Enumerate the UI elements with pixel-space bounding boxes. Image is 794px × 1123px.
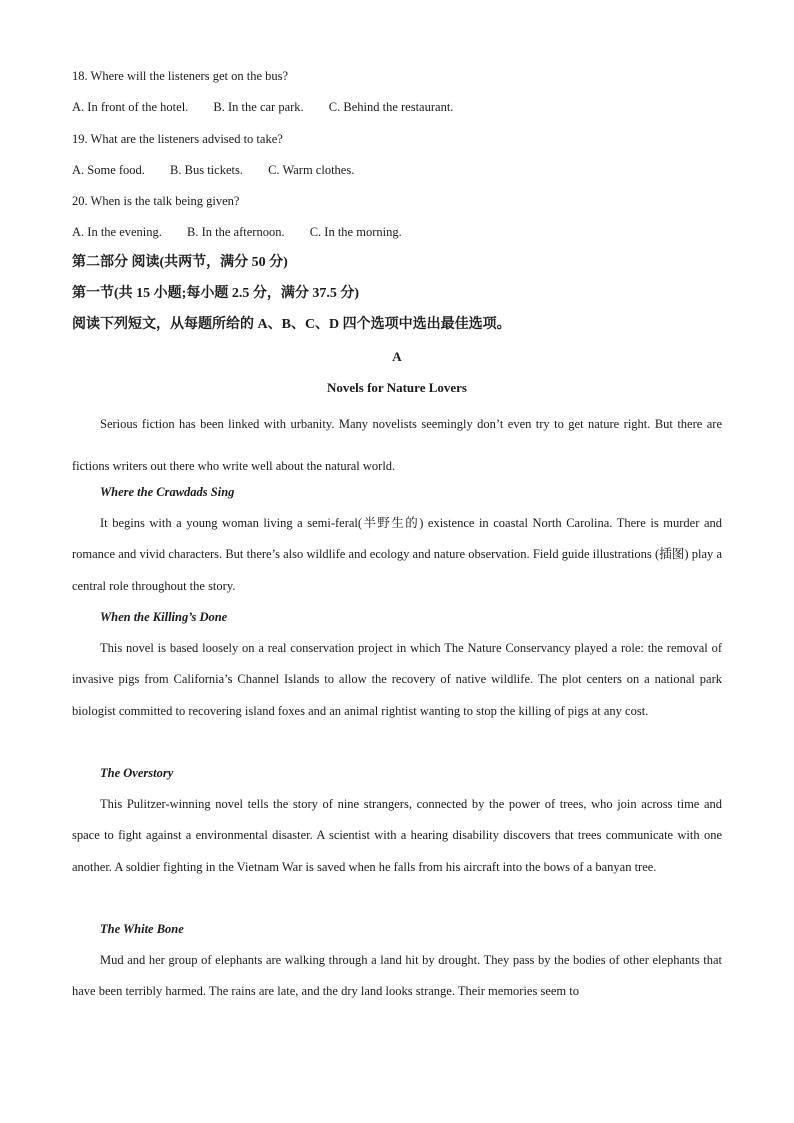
section-heading-part2-1: 第一节(共 15 小题;每小题 2.5 分，满分 37.5 分)	[72, 286, 359, 301]
option-b: B. In the afternoon.	[187, 225, 285, 239]
book-title-killing: When the Killing’s Done	[100, 610, 228, 624]
question-20-options	[72, 224, 722, 240]
option-a: A. Some food.	[72, 163, 145, 177]
option-a: A. In the evening.	[72, 225, 162, 239]
option-b: B. Bus tickets.	[170, 163, 243, 177]
option-a: A. In front of the hotel.	[72, 100, 189, 114]
question-20-stem: 20. When is the talk being given?	[72, 194, 240, 208]
book-text-white-bone: Mud and her group of elephants are walking through a land hit by drought. They pass by the bodies of other elephants that have been terribly harmed. The rains are late, and the dry land looks strange. Their memories seem to	[72, 953, 722, 999]
option-c: C. In the morning.	[309, 225, 402, 239]
passage-letter: A	[392, 349, 402, 364]
book-text-killing: This novel is based loosely on a real conservation project in which The Nature Conservancy played a role: the removal of invasive pigs from California’s Channel Islands to allow the recovery of native wildlife. The plot centers on a national park biologist committed to recovering island foxes and an animal rightist wanting to stop the killing of pigs at any cost.	[72, 641, 722, 718]
question-18-options	[72, 99, 722, 115]
option-b: B. In the car park.	[213, 100, 304, 114]
section-heading-part2: 第二部分 阅读(共两节，满分 50 分)	[72, 255, 288, 270]
passage-intro: Serious fiction has been linked with urbanity. Many novelists seemingly don’t even try to get nature right. But there are fictions writers out there who write well about the natural world.	[72, 417, 722, 473]
option-c: C. Warm clothes.	[268, 163, 355, 177]
question-18-stem: 18. Where will the listeners get on the bus?	[72, 69, 289, 83]
option-c: C. Behind the restaurant.	[328, 100, 454, 114]
book-title-crawdads: Where the Crawdads Sing	[100, 485, 235, 499]
book-title-white-bone: The White Bone	[100, 922, 184, 936]
section-instruction: 阅读下列短文，从每题所给的 A、B、C、D 四个选项中选出最佳选项。	[72, 317, 511, 332]
book-text-overstory: This Pulitzer-winning novel tells the story of nine strangers, connected by the power of trees, who join across time and space to fight against a environmental disaster. A scientist with a hearing disability discovers that trees communicate with one another. A soldier fighting in the Vietnam War is saved when he falls from his aircraft into the bows of a banyan tree.	[72, 797, 722, 874]
book-text-crawdads: It begins with a young woman living a semi-feral(半野生的) existence in coastal North Carolina. There is murder and romance and vivid characters. But there’s also wildlife and ecology and nature observation. Field guide illustrations (插图) play a central role throughout the story.	[72, 516, 722, 593]
book-title-overstory: The Overstory	[100, 766, 174, 780]
question-19-stem: 19. What are the listeners advised to take?	[72, 132, 283, 146]
question-19-options	[72, 162, 722, 178]
passage-title: Novels for Nature Lovers	[327, 380, 467, 395]
